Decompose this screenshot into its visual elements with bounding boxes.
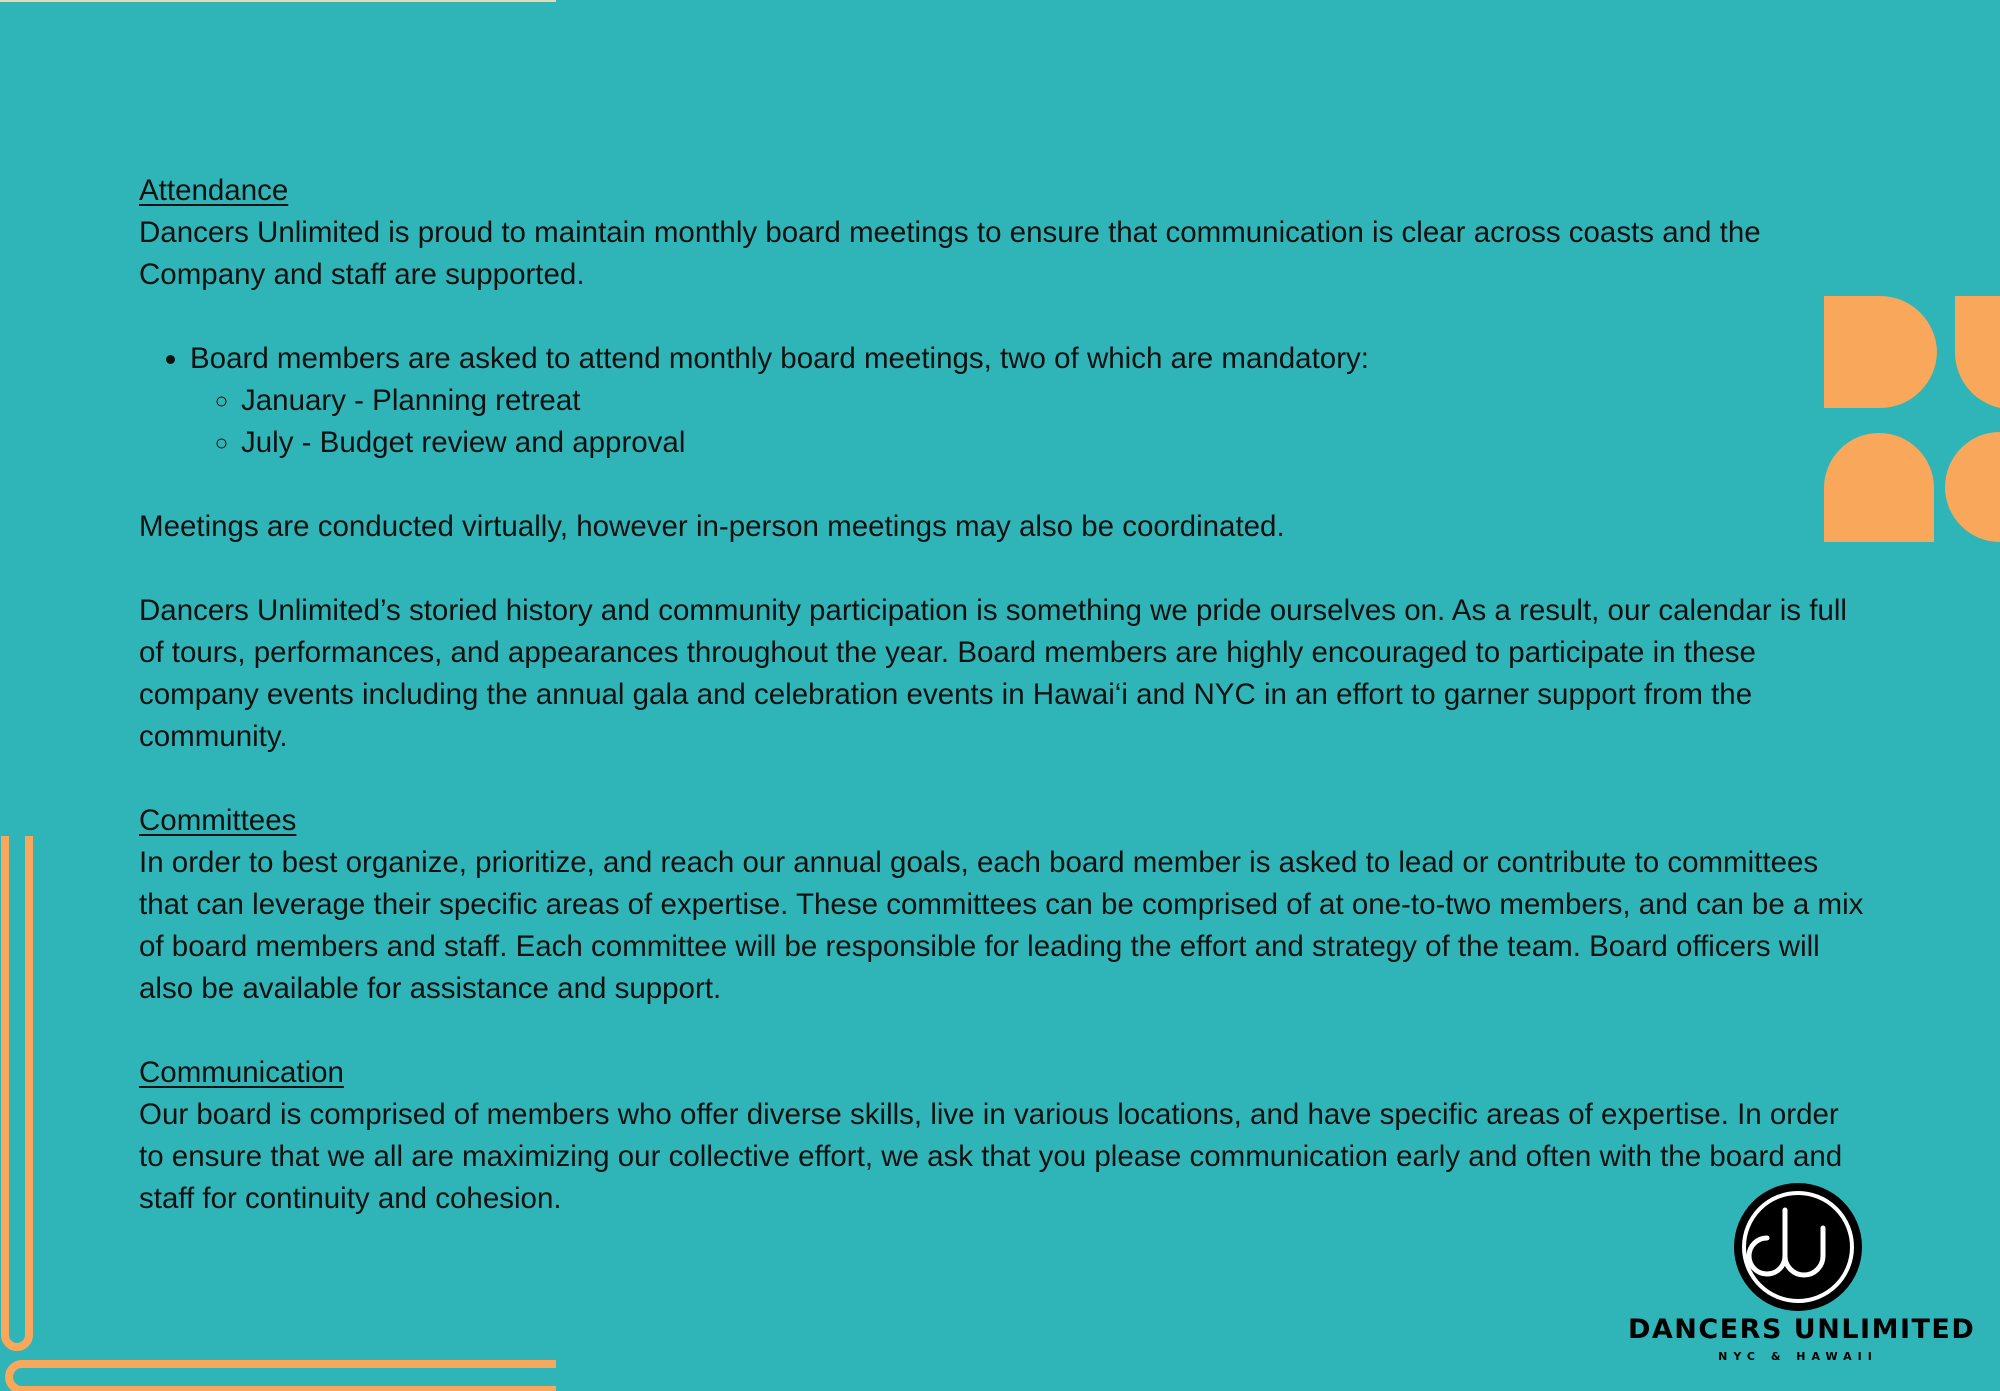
meetings-note: Meetings are conducted virtually, however in-person meetings may also be coordinated. [139, 510, 1285, 543]
communication-paragraph: Our board is comprised of members who offer diverse skills, live in various locations, and have specific areas of expertise. In order to ensure that we all are maximizing our collective effort, we ask that you please communication early and often with the board and staff for continuity and cohesion. [139, 1098, 1843, 1215]
committees-paragraph: In order to best organize, prioritize, and reach our annual goals, each board member is asked to lead or contribute to committees that can leverage their specific areas of expertise. These committees can be comprised of at one-to-two members, and can be a mix of board members and staff. Each committee will be responsible for leading the effort and strategy of the team. Board officers will also be available for assistance and support. [139, 846, 1864, 1005]
list-item: ◦ January - Planning retreat [241, 380, 1869, 422]
list-item [190, 338, 1869, 464]
attendance-intro: Dancers Unlimited is proud to maintain monthly board meetings to ensure that communication is clear across coasts and the Company and staff are supported. [139, 216, 1761, 291]
attendance-bullet-text: Board members are asked to attend monthly board meetings, two of which are mandatory: [190, 342, 1369, 375]
attendance-heading: Attendance [139, 174, 289, 207]
communication-heading: Communication [139, 1056, 344, 1089]
document-body [139, 170, 1869, 1220]
attendance-bullet-list [139, 338, 1869, 464]
logo-subtitle: NYC & HAWAII [1718, 1350, 1878, 1363]
mandatory-meetings-list [190, 380, 1869, 464]
history-paragraph: Dancers Unlimited’s storied history and community participation is something we pride ourselves on. As a result, our calendar is full of tours, performances, and appearances throughout the year. Board members are highly encouraged to participate in these company events including the annual gala and celebration events in Hawai‘i and NYC in an effort to garner support from the community. [139, 594, 1847, 753]
logo-wordmark: DANCERS UNLIMITED [1628, 1314, 1976, 1345]
top-accent-line [0, 0, 556, 2]
du-monogram-icon [1733, 1182, 1863, 1312]
list-item: ◦ July - Budget review and approval [241, 422, 1869, 464]
committees-heading: Committees [139, 804, 297, 837]
